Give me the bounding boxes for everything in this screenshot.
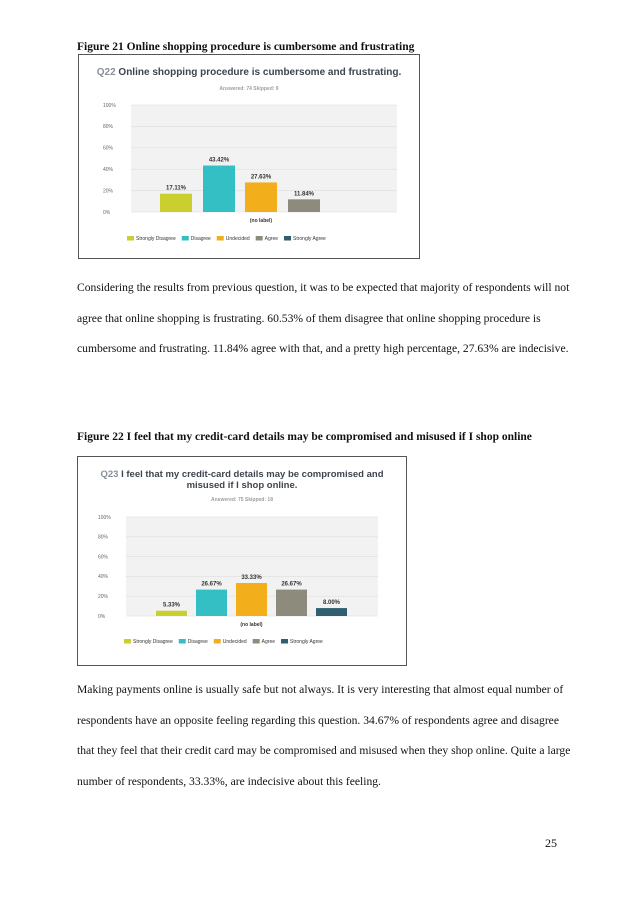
paragraph-2: Making payments online is usually safe but not always. It is very interesting that almost equal number of respondents have an opposite feeling regarding this question. 34.67% of respondents agree and disagree that they feel that their credit card may be compromised and misused when they shop online. Quite a large number of respondents, 33.33%, are indecisive about this feeling.: [77, 683, 571, 788]
legend-entry: Disagree: [190, 236, 211, 242]
legend-swatch: [217, 236, 224, 241]
y-tick-label: 20%: [103, 188, 114, 195]
legend-swatch: [256, 236, 263, 241]
y-tick-label: 100%: [103, 102, 116, 109]
data-label: 11.84%: [293, 191, 315, 198]
figure-21-chart-svg: [79, 55, 419, 258]
bar-disagree: [196, 590, 227, 616]
answered-skipped-stats: Answered: 74 Skipped: 9: [219, 86, 279, 92]
chart-title-text: misused if I shop online.: [186, 480, 298, 491]
legend-entry: Strongly Disagree: [133, 639, 173, 645]
data-label: 5.33%: [162, 602, 181, 609]
legend-swatch: [182, 236, 189, 241]
legend-entry: Strongly Disagree: [136, 236, 176, 242]
legend-swatch: [284, 236, 291, 241]
data-label: 26.67%: [281, 581, 302, 588]
y-tick-label: 80%: [103, 124, 114, 131]
legend-entry: Disagree: [187, 639, 208, 645]
figure-22-chart: [77, 456, 407, 666]
data-label: 27.63%: [250, 174, 272, 181]
legend-swatch: [127, 236, 134, 241]
chart-title-text: I feel that my credit-card details may be compromised and: [121, 469, 384, 480]
bar-undecided: [245, 182, 277, 212]
y-tick-label: 0%: [103, 209, 111, 216]
data-label: 33.33%: [241, 575, 262, 582]
data-label: 43.42%: [208, 157, 230, 164]
legend-entry: Undecided: [222, 639, 247, 645]
answered-skipped-stats: Answered: 75 Skipped: 18: [211, 497, 273, 503]
bar-undecided: [236, 583, 267, 616]
legend-swatch: [281, 639, 288, 644]
chart-title-line: [97, 67, 402, 78]
figure-21-caption: Figure 21 Online shopping procedure is cumbersome and frustrating: [77, 41, 415, 53]
bar-agree: [288, 199, 320, 212]
y-tick-label: 40%: [98, 574, 109, 581]
chart-title-line: [101, 469, 384, 480]
y-tick-label: 40%: [103, 167, 114, 173]
x-axis-label: (no label): [240, 622, 263, 628]
y-tick-label: 100%: [98, 514, 111, 521]
bar-strongly-agree: [316, 608, 347, 616]
y-tick-label: 0%: [98, 613, 106, 620]
data-label: 8.00%: [322, 600, 341, 607]
chart-title-text: Online shopping procedure is cumbersome and frustrating.: [118, 67, 402, 78]
data-label: 17.11%: [165, 185, 187, 192]
figure-21-chart: [78, 54, 420, 259]
y-tick-label: 80%: [98, 534, 109, 541]
figure-22-chart-svg: [78, 457, 406, 665]
x-axis-label: (no label): [249, 218, 273, 224]
chart-title-line: [187, 480, 298, 491]
paragraph-1: Considering the results from previous question, it was to be expected that majority of respondents will not agree that online shopping is frustrating. 60.53% of them disagree that online shopping procedure is cumbersome and frustrating. 11.84% agree with that, and a pretty high percentage, 27.63% are indecisive.: [77, 281, 570, 355]
data-label: 26.67%: [201, 581, 222, 588]
legend-entry: Agree: [261, 639, 276, 645]
legend-swatch: [253, 639, 260, 644]
bar-strongly-disagree: [156, 611, 187, 616]
legend-swatch: [124, 639, 131, 644]
bar-disagree: [203, 166, 235, 212]
y-tick-label: 60%: [98, 554, 109, 561]
legend-entry: Agree: [264, 236, 279, 242]
legend-entry: Strongly Agree: [293, 236, 326, 242]
bar-agree: [276, 590, 307, 616]
legend-entry: Strongly Agree: [290, 639, 323, 645]
question-number: Q22: [96, 67, 119, 78]
legend-swatch: [214, 639, 221, 644]
figure-22-caption: Figure 22 I feel that my credit-card details may be compromised and misused if I shop online: [77, 431, 532, 443]
bar-strongly-disagree: [160, 194, 192, 212]
y-tick-label: 20%: [98, 594, 109, 600]
legend-swatch: [179, 639, 186, 644]
page-number: 25: [545, 836, 557, 850]
y-tick-label: 60%: [103, 145, 114, 152]
question-number: Q23: [100, 469, 122, 480]
legend-entry: Undecided: [225, 236, 250, 242]
